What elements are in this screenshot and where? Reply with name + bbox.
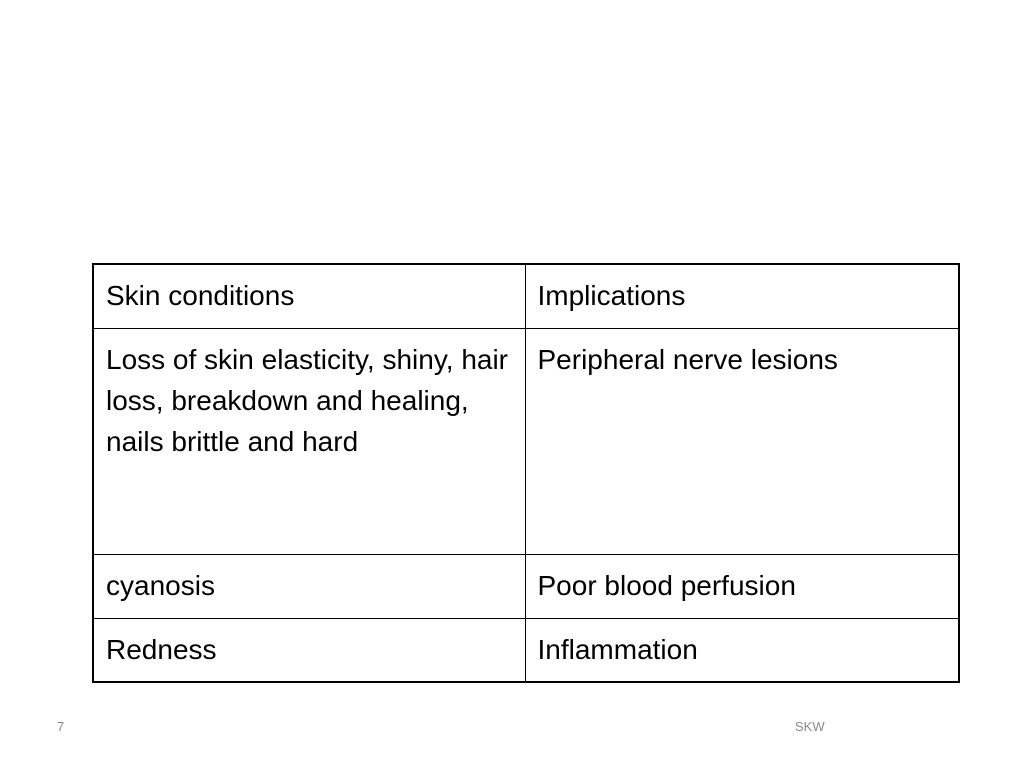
table-cell-implication: Peripheral nerve lesions [525, 328, 959, 554]
table-cell-condition: cyanosis [93, 554, 525, 618]
table-row [93, 554, 959, 618]
slide-page-number: 7 [57, 719, 65, 734]
table-cell-condition: Redness [93, 618, 525, 682]
header-skin-conditions: Skin conditions [93, 264, 525, 328]
table-cell-condition: Loss of skin elasticity, shiny, hair loss, breakdown and healing, nails brittle and hard [93, 328, 525, 554]
table-header-row [93, 264, 959, 328]
table-cell-implication: Inflammation [525, 618, 959, 682]
header-implications: Implications [525, 264, 959, 328]
skin-conditions-table [92, 263, 960, 683]
table-row [93, 618, 959, 682]
table-cell-implication: Poor blood perfusion [525, 554, 959, 618]
slide-footer-text: SKW [795, 719, 825, 734]
table-row [93, 328, 959, 554]
